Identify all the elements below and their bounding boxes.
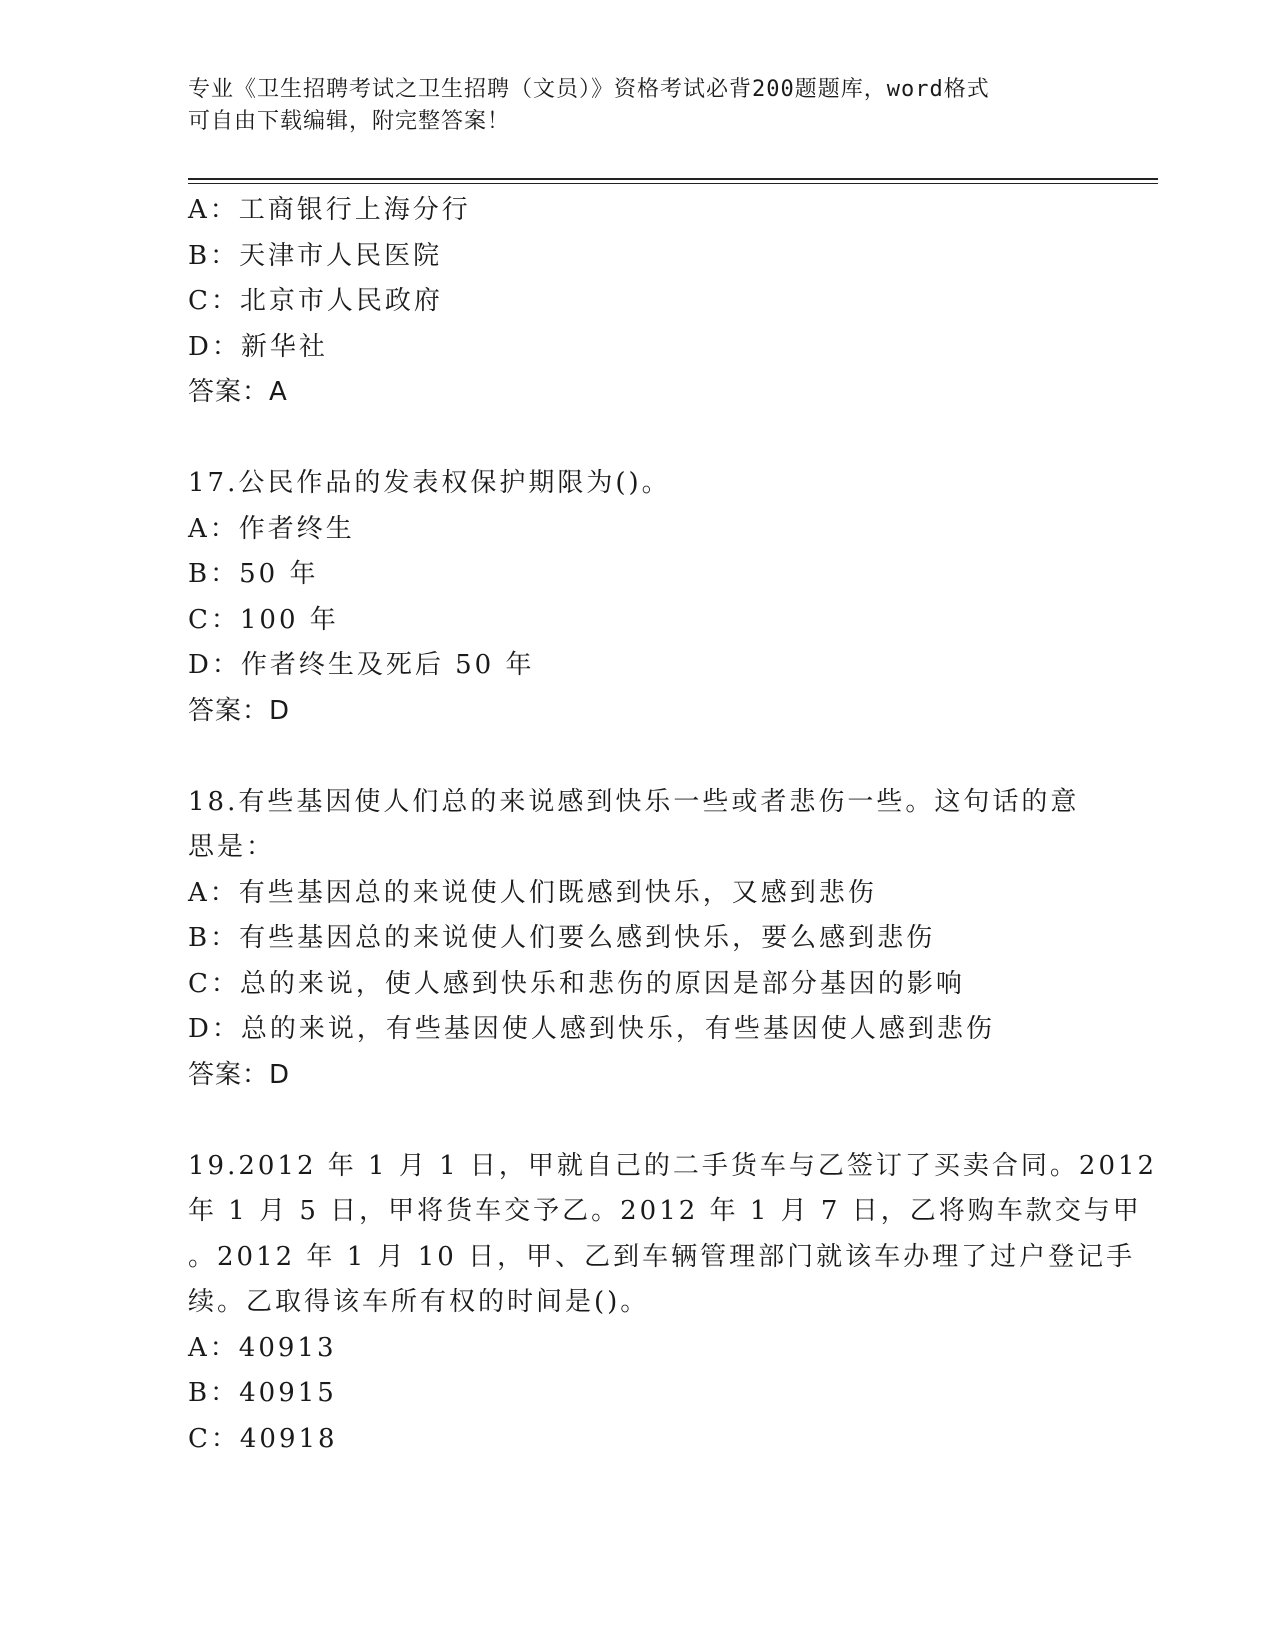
option-c: C：100 年 — [188, 604, 339, 635]
option-b: B：有些基因总的来说使人们要么感到快乐，要么感到悲伤 — [188, 923, 936, 953]
option-c: C：北京市人民政府 — [188, 286, 443, 316]
answer-line: 答案：A — [188, 377, 288, 407]
header-line-1: 专业《卫生招聘考试之卫生招聘（文员）》资格考试必背200题题库，word格式 — [188, 77, 990, 102]
option-d: D：总的来说，有些基因使人感到快乐，有些基因使人感到悲伤 — [188, 1014, 995, 1044]
header-rule-thick — [188, 178, 1158, 180]
option-a: A：作者终生 — [188, 513, 355, 544]
question-stem: 17.公民作品的发表权保护期限为()。 — [188, 468, 671, 498]
question-block — [188, 780, 1088, 1099]
option-a: A：工商银行上海分行 — [188, 195, 471, 225]
question-stem: 思是： — [188, 832, 276, 862]
question-stem: 续。乙取得该车所有权的时间是()。 — [188, 1287, 650, 1317]
header-line-2: 可自由下载编辑，附完整答案！ — [188, 109, 511, 134]
question-list — [188, 188, 1158, 1462]
option-b: B：50 年 — [188, 559, 319, 589]
question-stem: 年 1 月 5 日，甲将货车交予乙。2012 年 1 月 7 日，乙将购车款交与甲 — [188, 1196, 1142, 1226]
option-c: C：40918 — [188, 1423, 338, 1454]
question-stem: 19.2012 年 1 月 1 日，甲就自己的二手货车与乙签订了买卖合同。2012 — [188, 1150, 1158, 1181]
option-a: A：有些基因总的来说使人们既感到快乐，又感到悲伤 — [188, 877, 877, 908]
question-block — [188, 1144, 1158, 1463]
header-rule-thin — [188, 183, 1158, 184]
option-c: C：总的来说，使人感到快乐和悲伤的原因是部分基因的影响 — [188, 968, 965, 999]
question-stem: 。2012 年 1 月 10 日，甲、乙到车辆管理部门就该车办理了过户登记手 — [188, 1241, 1136, 1272]
option-b: B：天津市人民医院 — [188, 240, 443, 271]
option-d: D：新华社 — [188, 331, 328, 362]
spacer — [188, 416, 1088, 462]
answer-line: 答案：D — [188, 1059, 291, 1090]
document-header — [188, 74, 1068, 138]
option-a: A：40913 — [188, 1332, 337, 1363]
spacer — [188, 734, 1088, 780]
question-block — [188, 461, 1088, 734]
spacer — [188, 1098, 1088, 1144]
question-stem: 18.有些基因使人们总的来说感到快乐一些或者悲伤一些。这句话的意 — [188, 786, 1080, 817]
answer-line: 答案：D — [188, 695, 291, 726]
question-block — [188, 188, 1088, 416]
option-d: D：作者终生及死后 50 年 — [188, 650, 535, 680]
option-b: B：40915 — [188, 1378, 337, 1408]
